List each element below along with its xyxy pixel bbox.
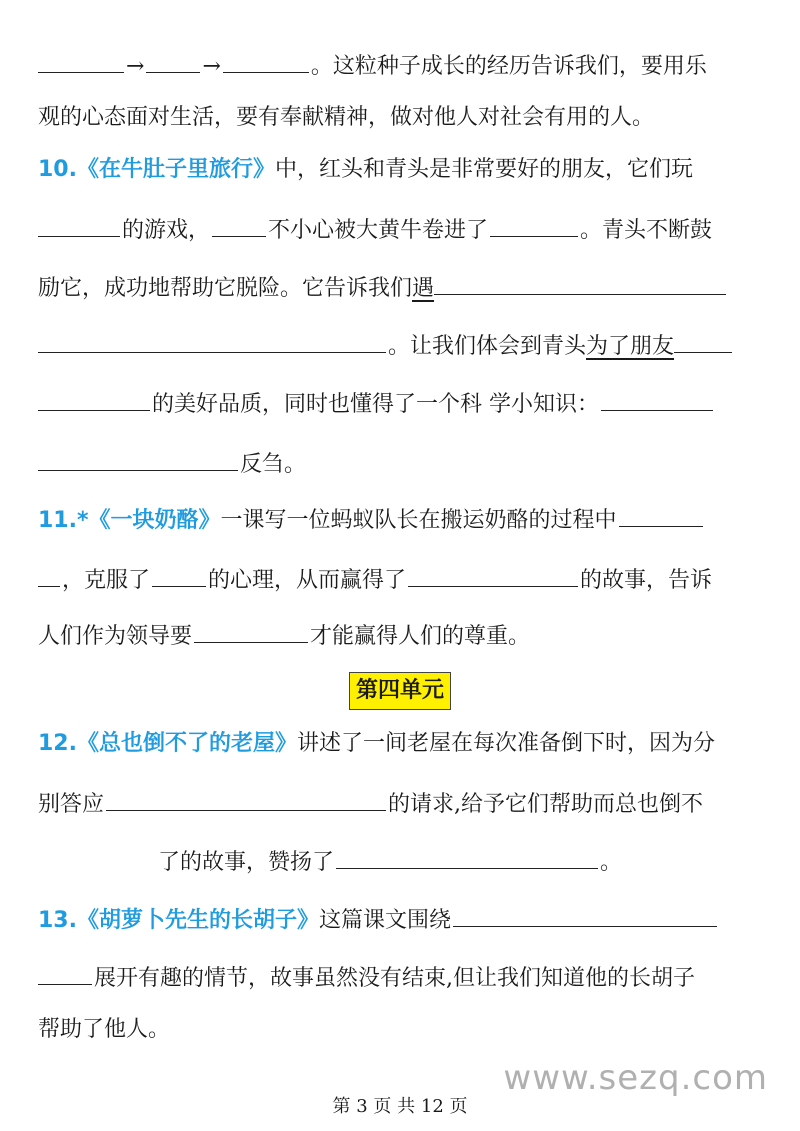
q11-text: 的心理，从而赢得了 [208, 568, 407, 593]
q12-text: 了的故事，赞扬了 [158, 850, 335, 875]
blank[interactable] [106, 780, 386, 811]
q13-text: 这篇课文围绕 [319, 908, 452, 933]
q10-underlined: 为了朋友 [586, 334, 675, 359]
arrow: → [202, 54, 221, 79]
q10-line-4 [38, 322, 762, 362]
lesson-title: 《在牛肚子里旅行》 [76, 157, 275, 182]
question-number: 13. [38, 908, 77, 933]
q13-line-1 [38, 896, 762, 936]
q11-text: 一课写一位蚂蚁队长在搬运奶酪的过程中 [220, 508, 617, 533]
q12-text: 。 [600, 850, 623, 875]
q10-line-6 [38, 440, 762, 480]
q10-text: 不小心被大黄牛卷进了 [268, 218, 489, 243]
q10-line-1 [38, 150, 762, 190]
blank[interactable] [38, 440, 238, 471]
blank[interactable] [194, 612, 308, 643]
q13-line-3 [38, 1010, 762, 1050]
blank[interactable] [601, 380, 713, 411]
footer-suffix: 页 [449, 1096, 468, 1117]
q12-line-2 [38, 780, 762, 820]
footer-prefix: 第 [332, 1096, 351, 1117]
q10-line-3 [38, 264, 762, 304]
q12-text: 讲述了一间老屋在每次准备倒下时，因为分 [297, 731, 716, 756]
blank[interactable] [38, 322, 386, 353]
blank[interactable] [38, 556, 60, 587]
q11-text: 才能赢得人们的尊重。 [310, 624, 531, 649]
q10-text: 的美好品质，同时也懂得了一个科 学小知识： [152, 392, 599, 417]
q10-text: 中，红头和青头是非常要好的朋友，它们玩 [275, 157, 694, 182]
q11-line-2 [38, 556, 762, 596]
q11-line-3 [38, 612, 762, 652]
lesson-title: 《胡萝卜先生的长胡子》 [76, 908, 319, 933]
blank[interactable] [434, 264, 726, 295]
blank[interactable] [212, 206, 266, 237]
q10-text: 励它，成功地帮助它脱险。它告诉我们 [38, 276, 413, 301]
blank[interactable] [152, 556, 206, 587]
q13-text: 帮助了他人。 [38, 1017, 171, 1042]
q10-text: 反刍。 [240, 452, 307, 477]
watermark: www.sezq.com [503, 1058, 768, 1098]
blank[interactable] [674, 322, 732, 353]
q9-text: 。这粒种子成长的经历告诉我们，要用乐 [310, 54, 707, 79]
q10-underlined: 遇 [412, 276, 435, 301]
blank[interactable] [38, 954, 92, 985]
q9-text: 观的心态面对生活，要有奉献精神，做对他人对社会有用的人。 [38, 105, 655, 130]
q12-line-3 [158, 838, 762, 878]
q10-text: 的游戏， [122, 218, 211, 243]
q11-line-1 [38, 496, 762, 536]
q10-line-5 [38, 380, 762, 420]
question-number: 10. [38, 157, 77, 182]
blank[interactable] [453, 896, 717, 927]
q11-text: 的故事，告诉 [580, 568, 713, 593]
blank[interactable] [223, 42, 309, 73]
page-total: 12 [420, 1096, 444, 1117]
q12-line-1 [38, 724, 762, 764]
blank[interactable] [38, 206, 120, 237]
lesson-title: 《总也倒不了的老屋》 [76, 731, 297, 756]
q12-text: 别答应 [38, 792, 105, 817]
question-number: 12. [38, 731, 77, 756]
q12-text: 的请求,给予它们帮助而总也倒不 [388, 792, 704, 817]
q13-text: 展开有趣的情节，故事虽然没有结束,但让我们知道他的长胡子 [94, 966, 695, 991]
arrow: → [126, 54, 145, 79]
q11-text: ，克服了 [62, 568, 151, 593]
footer-mid: 页 共 [373, 1096, 416, 1117]
question-number: 11.* [38, 508, 89, 533]
lesson-title: 《一块奶酪》 [88, 508, 221, 533]
q13-line-2 [38, 954, 762, 994]
q11-text: 人们作为领导要 [38, 624, 193, 649]
page-footer [0, 1092, 800, 1118]
q10-text: 。青头不断鼓 [580, 218, 713, 243]
blank[interactable] [490, 206, 578, 237]
blank[interactable] [38, 380, 150, 411]
q10-text: 。让我们体会到青头 [388, 334, 587, 359]
blank[interactable] [408, 556, 578, 587]
blank[interactable] [619, 496, 703, 527]
q9-line-2 [38, 98, 762, 138]
blank[interactable] [38, 42, 124, 73]
q9-line-1 [38, 42, 762, 82]
blank[interactable] [146, 42, 200, 73]
blank[interactable] [336, 838, 598, 869]
unit-banner: 第四单元 [349, 672, 451, 710]
page-number: 3 [356, 1096, 368, 1117]
q10-line-2 [38, 206, 762, 246]
